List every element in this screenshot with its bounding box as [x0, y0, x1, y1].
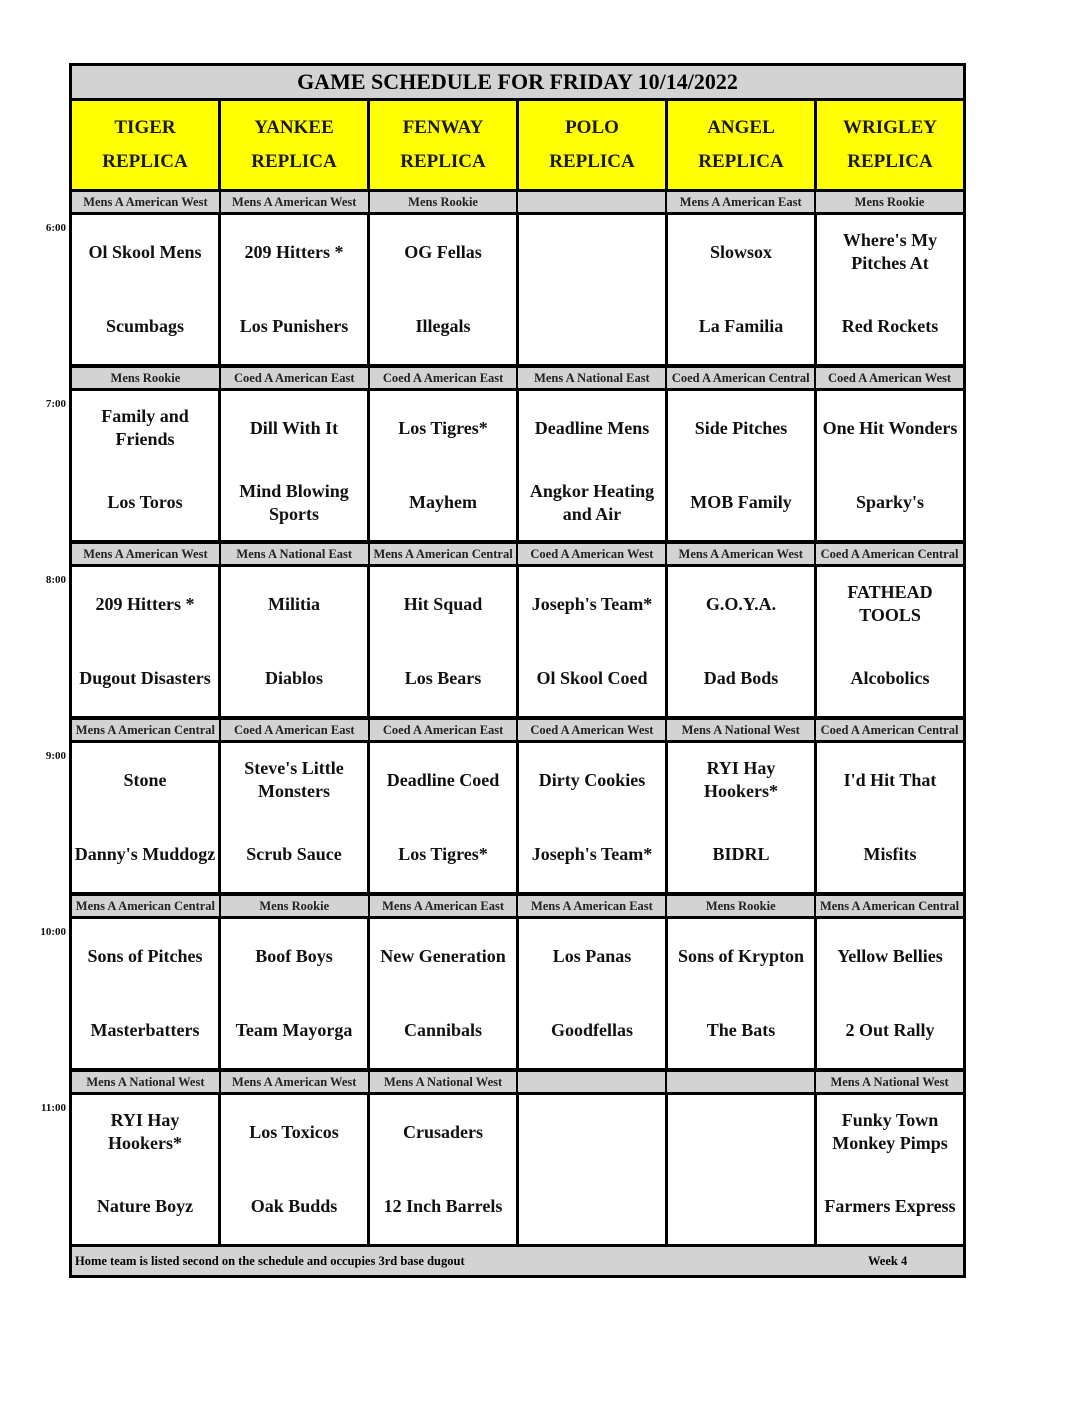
game-cell	[668, 743, 817, 892]
home-team	[519, 1170, 665, 1245]
field-name: TIGER	[114, 117, 176, 138]
field-name: ANGEL	[707, 117, 775, 138]
game-cell	[668, 391, 817, 540]
division-label: Mens Rookie	[370, 192, 519, 212]
home-team: Mind Blowing Sports	[239, 480, 349, 524]
division-label: Mens A National West	[72, 1072, 221, 1092]
away-team: Slowsox	[709, 241, 772, 262]
game-cell	[221, 919, 370, 1068]
away-team: G.O.Y.A.	[705, 593, 777, 614]
away-team: New Generation	[380, 945, 506, 966]
home-team: The Bats	[706, 1020, 776, 1041]
game-cell	[519, 743, 668, 892]
game-cell	[817, 391, 963, 540]
field-sub: REPLICA	[549, 151, 635, 172]
game-cell	[370, 743, 519, 892]
division-label	[518, 192, 667, 212]
games-row	[72, 919, 963, 1068]
division-label: Coed A American East	[370, 368, 519, 388]
home-team: Ol Skool Coed	[536, 668, 648, 689]
home-team: Scumbags	[105, 316, 185, 337]
division-label: Mens A American Central	[72, 720, 221, 740]
home-team: MOB Family	[690, 492, 792, 513]
footer	[72, 1247, 963, 1275]
game-cell	[72, 567, 221, 716]
week-label: Week 4	[868, 1254, 908, 1268]
time-label: 9:00	[45, 750, 66, 762]
away-team: Funky Town Monkey Pimps	[832, 1110, 948, 1154]
home-team: Los Tigres*	[398, 844, 488, 865]
games-row	[72, 567, 963, 716]
field-name: YANKEE	[254, 117, 334, 138]
division-label: Mens Rookie	[72, 368, 221, 388]
division-label: Mens A American West	[221, 1072, 370, 1092]
division-label: Mens A American East	[518, 896, 667, 916]
division-label: Coed A American West	[518, 720, 667, 740]
game-cell	[817, 919, 963, 1068]
game-cell	[370, 1095, 519, 1244]
division-row	[72, 368, 963, 391]
away-team: Crusaders	[403, 1121, 483, 1142]
game-cell	[72, 215, 221, 364]
field-sub: REPLICA	[698, 151, 784, 172]
time-slot	[45, 368, 963, 544]
game-cell	[519, 215, 668, 364]
field-header-yankee	[221, 101, 370, 189]
field-header-row	[72, 101, 963, 192]
division-label: Mens A National West	[830, 1075, 949, 1089]
home-team: Scrub Sauce	[246, 844, 342, 865]
away-team: Dill With It	[249, 417, 339, 438]
division-label: Coed A American West	[828, 371, 952, 385]
games-row	[72, 215, 963, 364]
away-team: Boof Boys	[255, 945, 333, 966]
time-slot	[45, 192, 963, 368]
division-label: Mens A American Central	[72, 896, 221, 916]
division-label	[667, 1072, 816, 1092]
home-team: Dad Bods	[703, 668, 779, 689]
away-team: I'd Hit That	[843, 769, 937, 790]
game-cell	[817, 567, 963, 716]
game-cell	[221, 215, 370, 364]
away-team: Los Toxicos	[249, 1121, 339, 1142]
division-label: Mens A National West	[667, 720, 816, 740]
home-team: Angkor Heating and Air	[529, 480, 655, 524]
games-row	[72, 1095, 963, 1244]
game-cell	[221, 743, 370, 892]
home-team: Joseph's Team*	[531, 844, 653, 865]
away-team: Dirty Cookies	[538, 769, 646, 790]
time-label: 11:00	[40, 1102, 66, 1114]
away-team	[668, 1095, 814, 1170]
home-team: Misfits	[863, 844, 917, 865]
field-name: WRIGLEY	[843, 117, 937, 138]
games-row	[72, 743, 963, 892]
division-label: Coed A American Central	[820, 547, 959, 561]
game-cell	[72, 391, 221, 540]
field-sub: REPLICA	[400, 151, 486, 172]
field-name: POLO	[565, 117, 619, 138]
home-team: Oak Budds	[250, 1196, 338, 1217]
home-team: Goodfellas	[550, 1020, 633, 1041]
away-team: One Hit Wonders	[822, 417, 958, 438]
field-sub: REPLICA	[847, 151, 933, 172]
time-label: 10:00	[40, 926, 66, 938]
game-cell	[519, 1095, 668, 1244]
home-team: 12 Inch Barrels	[383, 1196, 503, 1217]
division-label: Coed A American East	[370, 720, 519, 740]
schedule-sheet	[40, 63, 966, 1278]
game-cell	[668, 567, 817, 716]
game-cell	[72, 919, 221, 1068]
away-team: FATHEAD TOOLS	[847, 582, 933, 626]
division-label: Mens A National East	[518, 368, 667, 388]
division-label: Coed A American East	[221, 720, 370, 740]
game-cell	[668, 919, 817, 1068]
game-cell	[817, 743, 963, 892]
away-team: OG Fellas	[404, 241, 482, 262]
field-header-wrigley	[817, 101, 963, 189]
time-slot	[40, 1072, 963, 1247]
home-team: Sparky's	[855, 492, 925, 513]
game-cell	[519, 567, 668, 716]
division-label: Mens Rookie	[221, 896, 370, 916]
field-header-polo	[519, 101, 668, 189]
away-team: Where's My Pitches At	[842, 230, 938, 274]
game-cell	[72, 1095, 221, 1244]
game-cell	[817, 1095, 963, 1244]
game-cell	[370, 567, 519, 716]
time-slot	[45, 720, 963, 896]
time-label: 8:00	[45, 574, 66, 586]
game-cell	[72, 743, 221, 892]
field-name: FENWAY	[402, 117, 484, 138]
home-team	[519, 290, 665, 365]
away-team: Joseph's Team*	[531, 593, 653, 614]
away-team: Sons of Pitches	[87, 945, 203, 966]
away-team: Ol Skool Mens	[88, 241, 202, 262]
division-label: Mens A American East	[370, 896, 519, 916]
division-label: Mens Rookie	[667, 896, 816, 916]
division-label	[518, 1072, 667, 1092]
home-team: Los Bears	[404, 668, 482, 689]
page-title: GAME SCHEDULE FOR FRIDAY 10/14/2022	[72, 66, 963, 101]
division-label: Mens A American West	[72, 192, 221, 212]
division-row	[72, 192, 963, 215]
time-label: 7:00	[45, 398, 66, 410]
home-team: La Familia	[698, 316, 784, 337]
time-slot	[45, 544, 963, 720]
time-slot	[40, 896, 963, 1072]
division-label: Mens A American East	[667, 192, 816, 212]
home-team: Cannibals	[403, 1020, 483, 1041]
away-team: Steve's Little Monsters	[244, 758, 344, 802]
division-label: Coed A American East	[221, 368, 370, 388]
away-team: Los Tigres*	[398, 417, 488, 438]
division-label: Mens A National East	[221, 544, 370, 564]
division-label: Mens A American West	[72, 544, 221, 564]
home-team: BIDRL	[712, 844, 770, 865]
away-team: Hit Squad	[403, 593, 483, 614]
game-cell	[221, 391, 370, 540]
division-label: Mens A National West	[370, 1072, 519, 1092]
time-slots	[40, 192, 963, 1247]
division-row	[72, 720, 963, 743]
away-team: Yellow Bellies	[837, 945, 943, 966]
game-cell	[370, 215, 519, 364]
home-team: Masterbatters	[90, 1020, 200, 1041]
division-row	[72, 544, 963, 567]
game-cell	[221, 567, 370, 716]
division-label: Mens A American Central	[370, 544, 519, 564]
away-team	[519, 215, 665, 290]
game-cell	[817, 215, 963, 364]
away-team	[519, 1095, 665, 1170]
away-team: Sons of Krypton	[677, 945, 805, 966]
home-team: Nature Boyz	[96, 1196, 194, 1217]
field-header-angel	[668, 101, 817, 189]
field-sub: REPLICA	[251, 151, 337, 172]
division-label: Coed A American Central	[820, 723, 959, 737]
away-team: Deadline Coed	[386, 769, 500, 790]
division-label: Coed A American West	[518, 544, 667, 564]
game-cell	[221, 1095, 370, 1244]
division-label: Coed A American Central	[667, 368, 816, 388]
home-team: 2 Out Rally	[845, 1020, 935, 1041]
game-cell	[519, 391, 668, 540]
game-cell	[668, 1095, 817, 1244]
home-team: Mayhem	[409, 492, 477, 513]
division-label: Mens A American West	[221, 192, 370, 212]
home-team: Farmers Express	[824, 1196, 956, 1217]
footer-note: Home team is listed second on the schedule and occupies 3rd base dugout	[75, 1254, 465, 1268]
away-team: RYI Hay Hookers*	[704, 758, 778, 802]
home-team	[668, 1170, 814, 1245]
home-team: Team Mayorga	[235, 1020, 353, 1041]
home-team: Los Punishers	[239, 316, 349, 337]
game-cell	[370, 391, 519, 540]
division-row	[72, 896, 963, 919]
home-team: Dugout Disasters	[79, 668, 211, 689]
home-team: Diablos	[264, 668, 324, 689]
division-label: Mens Rookie	[854, 195, 925, 209]
games-row	[72, 391, 963, 540]
away-team: Side Pitches	[694, 417, 788, 438]
game-cell	[668, 215, 817, 364]
field-header-tiger	[72, 101, 221, 189]
away-team: Los Panas	[552, 945, 632, 966]
away-team: Militia	[268, 593, 320, 614]
division-row	[72, 1072, 963, 1095]
game-cell	[370, 919, 519, 1068]
away-team: Deadline Mens	[534, 417, 650, 438]
home-team: Illegals	[415, 316, 471, 337]
time-label: 6:00	[45, 222, 66, 234]
division-label: Mens A American Central	[819, 899, 960, 913]
home-team: Red Rockets	[841, 316, 939, 337]
away-team: 209 Hitters *	[244, 241, 344, 262]
game-cell	[519, 919, 668, 1068]
away-team: 209 Hitters *	[95, 593, 195, 614]
home-team: Danny's Muddogz	[74, 844, 216, 865]
away-team: RYI Hay Hookers*	[108, 1110, 182, 1154]
away-team: Family and Friends	[101, 406, 189, 450]
home-team: Los Toros	[107, 492, 183, 513]
home-team: Alcobolics	[850, 668, 930, 689]
field-header-fenway	[370, 101, 519, 189]
division-label: Mens A American West	[667, 544, 816, 564]
field-sub: REPLICA	[102, 151, 188, 172]
away-team: Stone	[123, 769, 167, 790]
